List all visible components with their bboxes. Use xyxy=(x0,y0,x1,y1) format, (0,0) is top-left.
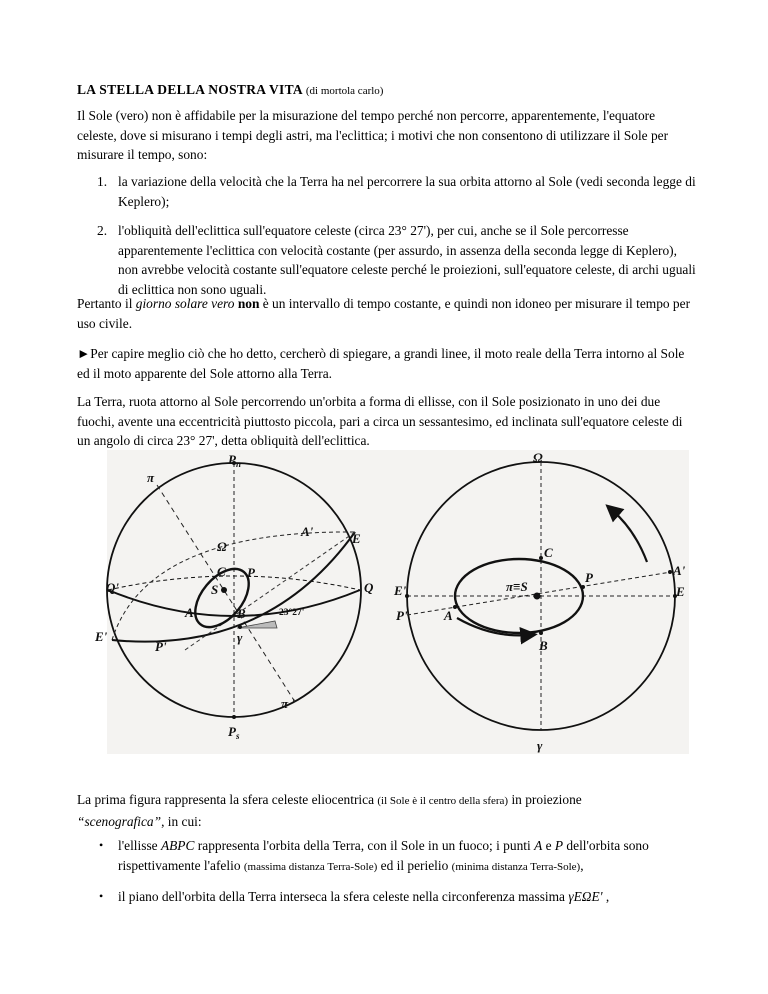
list-item xyxy=(77,887,697,907)
label-pi-s: π≡S xyxy=(506,579,528,594)
ecliptic-axis xyxy=(157,485,297,705)
label-b-right: B xyxy=(539,638,548,653)
small-text: (minima distanza Terra-Sole) xyxy=(451,860,581,873)
author-note: (di mortola carlo) xyxy=(305,85,384,97)
intro-paragraph: Il Sole (vero) non è affidabile per la misurazione del tempo perché non percorre, apparentemente, l'equatore celeste, dove si misurano i tempi degli astri, ma l'eclittica; i motivi che non consentono di utilizzare il Sole per misurare il tempo, sono: xyxy=(77,108,669,162)
label-gamma: γ xyxy=(237,630,243,645)
list-number: 2. xyxy=(97,223,108,238)
list-text: l'obliquità dell'eclittica sull'equatore celeste (circa 23° 27'), per cui, anche se il Sole percorresse apparentemente l'eclittica con velocità costante (per assurdo, in assenza della seconda legge di Keplero), non avrebbe velocità costante sull'equatore celeste perché le proiezioni, sull'equatore celeste, di archi uguali di eclittica non sono uguali. xyxy=(118,223,696,297)
bold-text: non xyxy=(237,296,260,311)
label-a: A xyxy=(185,605,194,620)
label-e-right: E xyxy=(676,584,685,599)
list-number: 1. xyxy=(97,174,108,189)
arrow-icon: ► xyxy=(77,346,91,361)
list-item xyxy=(77,221,697,299)
text-run: e xyxy=(542,838,555,853)
document-title xyxy=(77,82,383,98)
south-pole-point xyxy=(232,715,236,719)
bullet-icon: • xyxy=(99,889,104,903)
small-text: (il Sole è il centro della sfera) xyxy=(377,795,509,807)
label-q-prime: Q' xyxy=(106,580,119,595)
label-p-prime-right: P' xyxy=(396,608,408,623)
label-omega-right: Ω xyxy=(533,450,543,465)
sun-point xyxy=(221,587,227,593)
sphere-direction-arrow xyxy=(612,510,647,562)
text-run: in proiezione xyxy=(508,792,582,807)
small-text: (massima distanza Terra-Sole) xyxy=(243,860,378,873)
text-run: , xyxy=(580,857,584,873)
label-p: P xyxy=(247,565,255,580)
text-run: , in cui: xyxy=(161,813,202,829)
text-run: Per capire meglio ciò che ho detto, cercherò di spiegare, a grandi linee, il moto reale della Terra intorno al Sole ed il moto apparente del Sole attorno alla Terra. xyxy=(77,346,685,381)
text-run: La prima figura rappresenta la sfera celeste eliocentrica xyxy=(77,792,378,807)
gamma-point xyxy=(238,625,242,629)
list-item xyxy=(77,836,697,877)
figure-bullets xyxy=(77,836,697,917)
point-a xyxy=(453,605,457,609)
list-text: la variazione della velocità che la Terra ha nel percorrere la sua orbita attorno al Sole (vedi seconda legge di Keplero); xyxy=(118,174,696,209)
emphasis-text: giorno solare vero xyxy=(135,296,235,311)
explanation-paragraph xyxy=(77,344,697,383)
text-run: rappresenta l'orbita della Terra, con il Sole in un fuoco; i punti xyxy=(194,838,535,853)
label-pi: π xyxy=(147,470,155,485)
celestial-sphere-figure xyxy=(95,450,689,754)
label-c: C xyxy=(217,564,226,579)
label-e: E xyxy=(352,531,361,546)
label-pn: $P_n$ xyxy=(228,452,241,469)
label-e-prime-right: E' xyxy=(394,583,407,598)
emphasis-text: “scenografica” xyxy=(77,813,162,829)
label-e-prime: E' xyxy=(95,629,108,644)
point-b xyxy=(539,631,543,635)
title-text: LA STELLA DELLA NOSTRA VITA xyxy=(77,82,303,97)
label-q: Q xyxy=(364,580,374,595)
point-p xyxy=(581,585,585,589)
text-run: ed il perielio xyxy=(377,857,452,873)
label-a-prime: A' xyxy=(301,524,314,539)
figure-description xyxy=(77,790,697,831)
text-run: Pertanto il xyxy=(77,296,136,311)
reasons-list xyxy=(77,172,697,309)
orbit-paragraph: La Terra, ruota attorno al Sole percorrendo un'orbita a forma di ellisse, con il Sole posizionato in uno dei due fuochi, avente una eccentricità piuttosto piccola, pari a circa un sessantesimo, ed inclinata sull'equatore celeste di un angolo di circa 23° 27', detta obliquità dell'eclittica. xyxy=(77,394,683,448)
bullet-icon: • xyxy=(99,838,104,852)
conclusion-paragraph xyxy=(77,294,697,333)
label-c-right: C xyxy=(544,545,553,560)
emphasis-text: γEΩE' xyxy=(568,889,603,904)
list-item xyxy=(77,172,697,211)
emphasis-text: A xyxy=(534,838,543,853)
label-a-right: A xyxy=(444,608,453,623)
label-s: S xyxy=(211,582,219,597)
text-run: dell'orbita sono rispettivamente l'afelio xyxy=(118,838,649,873)
sun-focus-point xyxy=(534,593,541,600)
emphasis-text: P xyxy=(554,838,564,853)
text-run: l'ellisse xyxy=(118,838,161,853)
text-run: , xyxy=(602,889,610,904)
label-a-prime-right: A' xyxy=(673,563,686,578)
label-obliquity: 23°27' xyxy=(279,608,305,618)
figure-drawing xyxy=(95,450,689,754)
label-ps: $P_s$ xyxy=(228,724,240,741)
text-run: il piano dell'orbita della Terra interseca la sfera celeste nella circonferenza massima xyxy=(118,889,569,904)
label-p-right: P xyxy=(585,570,593,585)
label-omega: Ω xyxy=(217,539,227,554)
label-pi-prime: π ' xyxy=(281,696,295,711)
right-sphere-diagram xyxy=(393,450,686,753)
label-gamma-right: γ xyxy=(537,738,543,753)
text-run: è un intervallo di tempo costante, e quindi non idoneo per misurare il tempo per uso civile. xyxy=(77,296,691,331)
label-b: B xyxy=(237,606,246,621)
label-p-prime: P' xyxy=(155,639,167,654)
point-c xyxy=(539,556,543,560)
left-sphere-diagram xyxy=(94,452,374,741)
emphasis-text: ABPC xyxy=(160,838,195,853)
point-a-prime xyxy=(668,570,672,574)
